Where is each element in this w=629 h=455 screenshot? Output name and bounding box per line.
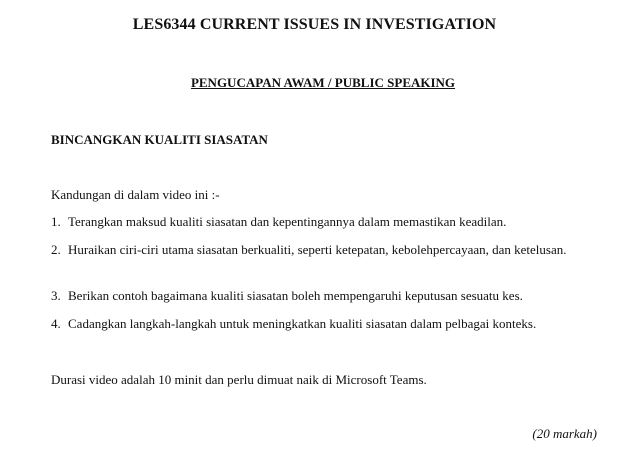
list-item [51, 316, 597, 332]
list-item-number: 1. [51, 214, 61, 229]
list-item [51, 214, 597, 230]
list-item-text: Cadangkan langkah-langkah untuk meningkatkan kualiti siasatan dalam pelbagai konteks. [68, 316, 537, 331]
list-item-number: 4. [51, 316, 61, 331]
document-subtitle: PENGUCAPAN AWAM / PUBLIC SPEAKING [190, 75, 456, 90]
list-item-text: Huraikan ciri-ciri utama siasatan berkualiti, seperti ketepatan, kebolehpercayaan, dan ketelusan. [68, 242, 567, 257]
marks-label: (20 markah) [532, 426, 597, 441]
section-heading: BINCANGKAN KUALITI SIASATAN [51, 132, 268, 147]
list-item-text: Berikan contoh bagaimana kualiti siasatan boleh mempengaruhi keputusan sesuatu kes. [68, 288, 523, 303]
list-item-number: 3. [51, 288, 61, 303]
duration-note: Durasi video adalah 10 minit dan perlu dimuat naik di Microsoft Teams. [51, 372, 427, 387]
list-item [51, 288, 597, 304]
intro-text: Kandungan di dalam video ini :- [51, 187, 220, 202]
list-item-text: Terangkan maksud kualiti siasatan dan kepentingannya dalam memastikan keadilan. [68, 214, 507, 229]
list-item [51, 242, 597, 258]
document-title: LES6344 CURRENT ISSUES IN INVESTIGATION [132, 16, 497, 33]
list-item-number: 2. [51, 242, 61, 257]
